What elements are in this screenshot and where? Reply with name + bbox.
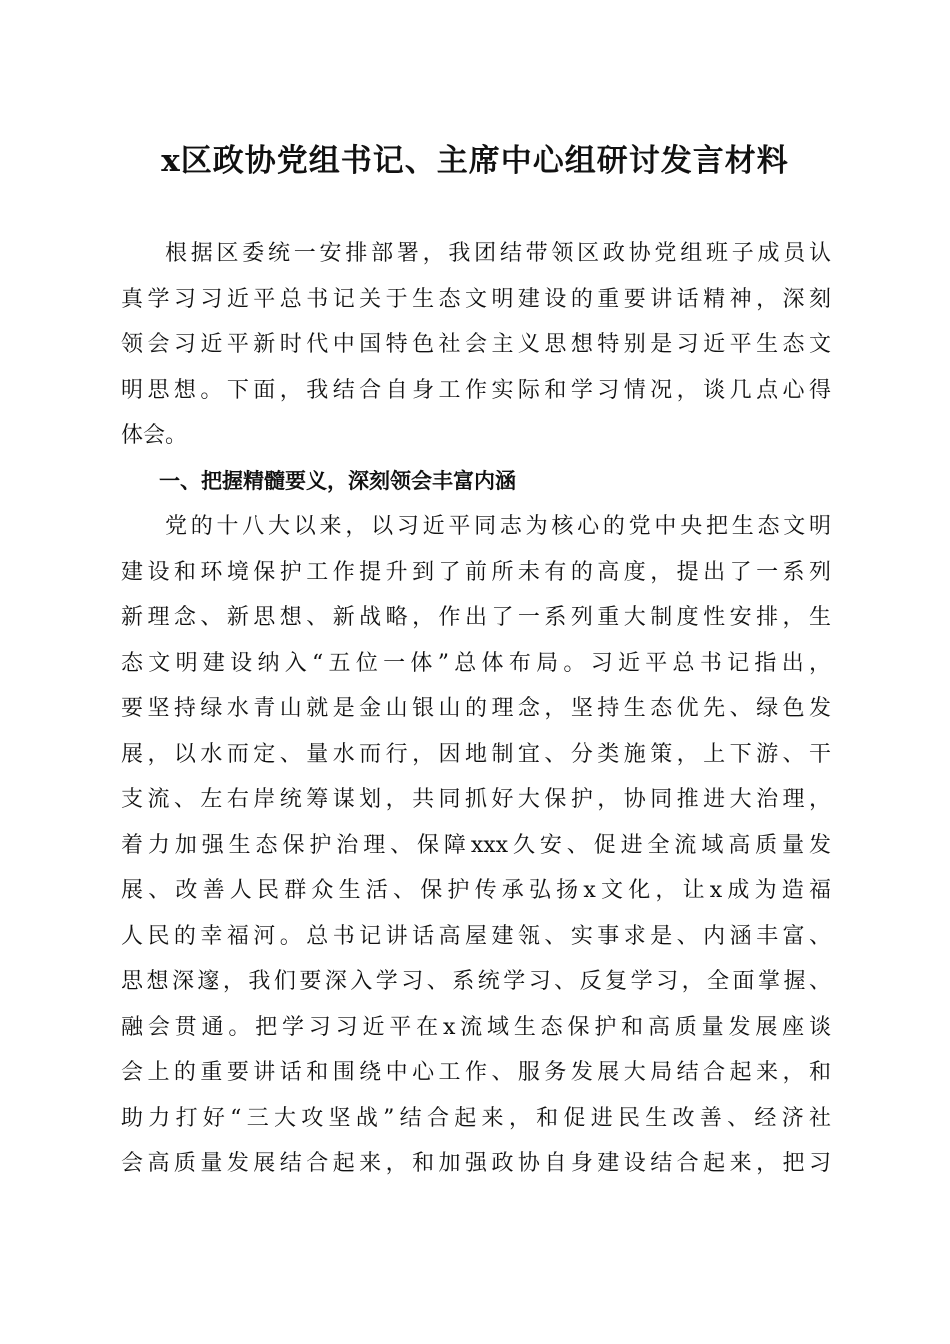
paragraph-2-line-3: 新理念、新思想、新战略，作出了一系列重大制度性安排，生	[121, 605, 831, 630]
paragraph-2-line-14: 助力打好“三大攻坚战”结合起来，和促进民生改善、经济社	[121, 1105, 831, 1131]
paragraph-2-line-10: 人民的幸福河。总书记讲话高屋建瓴、实事求是、内涵丰富、	[121, 923, 831, 949]
paragraph-2-line-7: 支流、左右岸统筹谋划，共同抓好大保护，协同推进大治理，	[121, 787, 831, 812]
paragraph-2-line-11: 思想深邃，我们要深入学习、系统学习、反复学习，全面掌握、	[121, 969, 831, 994]
paragraph-1-line-1: 根据区委统一安排部署，我团结带领区政协党组班子成员认	[165, 241, 831, 266]
paragraph-2-line-6: 展，以水而定、量水而行，因地制宜、分类施策，上下游、干	[121, 741, 831, 767]
section-1-heading: 一、把握精髓要义，深刻领会丰富内涵	[159, 468, 516, 493]
paragraph-1-line-4: 明思想。下面，我结合自身工作实际和学习情况，谈几点心得	[121, 377, 831, 403]
paragraph-2-line-1: 党的十八大以来，以习近平同志为核心的党中央把生态文明	[165, 514, 831, 539]
paragraph-2-line-4: 态文明建设纳入“五位一体”总体布局。习近平总书记指出，	[121, 650, 831, 676]
paragraph-2-line-9: 展、改善人民群众生活、保护传承弘扬x文化，让x成为造福	[121, 878, 831, 903]
paragraph-2-line-2: 建设和环境保护工作提升到了前所未有的高度，提出了一系列	[121, 559, 831, 585]
paragraph-2-line-12: 融会贯通。把学习习近平在x流域生态保护和高质量发展座谈	[121, 1014, 831, 1040]
paragraph-2-line-5: 要坚持绿水青山就是金山银山的理念，坚持生态优先、绿色发	[121, 696, 831, 721]
paragraph-2-line-13: 会上的重要讲话和围绕中心工作、服务发展大局结合起来，和	[121, 1060, 831, 1085]
paragraph-1-line-3: 领会习近平新时代中国特色社会主义思想特别是习近平生态文	[121, 332, 831, 357]
paragraph-1-line-2: 真学习习近平总书记关于生态文明建设的重要讲话精神，深刻	[121, 286, 831, 312]
paragraph-1-line-5: 体会。	[121, 423, 188, 448]
document-title: x区政协党组书记、主席中心组研讨发言材料	[161, 143, 789, 179]
paragraph-2-line-8: 着力加强生态保护治理、保障xxx久安、促进全流域高质量发	[121, 832, 831, 858]
document-body	[121, 231, 831, 1187]
paragraph-2-line-15: 会高质量发展结合起来，和加强政协自身建设结合起来，把习	[121, 1151, 831, 1176]
